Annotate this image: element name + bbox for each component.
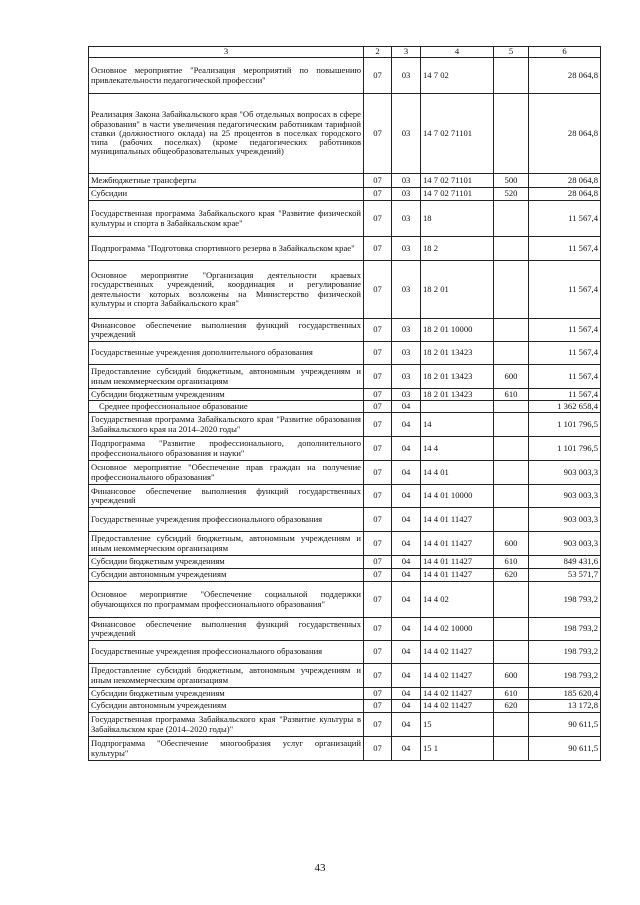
row-amount: 11 567,4 bbox=[529, 365, 601, 389]
row-name: Подпрограмма "Подготовка спортивного резерва в Забайкальском крае" bbox=[89, 237, 364, 261]
row-csr: 18 2 01 13423 bbox=[421, 365, 494, 389]
row-name: Субсидии автономным учреждениям bbox=[89, 700, 364, 713]
row-vr bbox=[494, 413, 529, 437]
row-rz: 07 bbox=[364, 94, 392, 174]
row-pr: 04 bbox=[392, 401, 421, 413]
table-row bbox=[89, 437, 601, 461]
row-amount: 28 064,8 bbox=[529, 94, 601, 174]
row-rz: 07 bbox=[364, 618, 392, 641]
header-col-vr: 5 bbox=[494, 47, 529, 58]
row-name: Предоставление субсидий бюджетным, автономным учреждениям и иным некоммерческим организациям bbox=[89, 664, 364, 688]
row-rz: 07 bbox=[364, 389, 392, 401]
row-name: Государственные учреждения профессионального образования bbox=[89, 508, 364, 532]
row-pr: 04 bbox=[392, 485, 421, 508]
table-row bbox=[89, 582, 601, 618]
row-vr bbox=[494, 201, 529, 237]
row-name: Предоставление субсидий бюджетным, автономным учреждениям и иным некоммерческим организациям bbox=[89, 365, 364, 389]
table-row bbox=[89, 713, 601, 737]
row-vr bbox=[494, 342, 529, 365]
row-amount: 28 064,8 bbox=[529, 174, 601, 188]
row-csr: 18 2 bbox=[421, 237, 494, 261]
row-name: Субсидии бюджетным учреждениям bbox=[89, 556, 364, 569]
row-vr bbox=[494, 261, 529, 319]
table-row bbox=[89, 342, 601, 365]
table-row bbox=[89, 569, 601, 582]
row-name: Государственные учреждения дополнительного образования bbox=[89, 342, 364, 365]
row-csr: 14 4 02 11427 bbox=[421, 641, 494, 664]
row-amount: 11 567,4 bbox=[529, 319, 601, 342]
row-rz: 07 bbox=[364, 532, 392, 556]
row-rz: 07 bbox=[364, 201, 392, 237]
row-csr: 14 bbox=[421, 413, 494, 437]
table-row bbox=[89, 413, 601, 437]
row-name: Реализация Закона Забайкальского края "Об отдельных вопросах в сфере образования" в части увеличения педагогическим работникам тарифной ставки (должностного оклада) на 25 процентов в поселках городского типа (рабочих поселках) (кроме педагогических работников муниципальных общеобразовательных учреждений) bbox=[89, 94, 364, 174]
row-name: Субсидии автономным учреждениям bbox=[89, 569, 364, 582]
row-amount: 198 793,2 bbox=[529, 618, 601, 641]
row-rz: 07 bbox=[364, 641, 392, 664]
row-name: Основное мероприятие "Обеспечение прав граждан на получение профессионального образования" bbox=[89, 461, 364, 485]
row-vr: 610 bbox=[494, 556, 529, 569]
row-pr: 03 bbox=[392, 389, 421, 401]
row-vr bbox=[494, 582, 529, 618]
row-rz: 07 bbox=[364, 461, 392, 485]
table-row bbox=[89, 641, 601, 664]
row-amount: 903 003,3 bbox=[529, 532, 601, 556]
row-name: Государственная программа Забайкальского края "Развитие культуры в Забайкальском крае (2014–2020 годы)" bbox=[89, 713, 364, 737]
table-row bbox=[89, 261, 601, 319]
row-name: Субсидии бюджетным учреждениям bbox=[89, 688, 364, 700]
row-pr: 03 bbox=[392, 174, 421, 188]
row-vr bbox=[494, 58, 529, 94]
row-pr: 03 bbox=[392, 319, 421, 342]
row-csr: 14 4 01 11427 bbox=[421, 508, 494, 532]
row-rz: 07 bbox=[364, 688, 392, 700]
table-row bbox=[89, 365, 601, 389]
row-amount: 903 003,3 bbox=[529, 461, 601, 485]
row-pr: 03 bbox=[392, 201, 421, 237]
row-name: Подпрограмма "Развитие профессионального, дополнительного профессионального образования и науки" bbox=[89, 437, 364, 461]
row-vr: 600 bbox=[494, 532, 529, 556]
row-csr: 14 4 01 11427 bbox=[421, 532, 494, 556]
row-amount: 11 567,4 bbox=[529, 389, 601, 401]
row-vr: 500 bbox=[494, 174, 529, 188]
table-row bbox=[89, 688, 601, 700]
row-csr: 14 4 02 11427 bbox=[421, 688, 494, 700]
row-name: Предоставление субсидий бюджетным, автономным учреждениям и иным некоммерческим организациям bbox=[89, 532, 364, 556]
row-pr: 03 bbox=[392, 188, 421, 201]
row-amount: 53 571,7 bbox=[529, 569, 601, 582]
row-csr: 14 4 bbox=[421, 437, 494, 461]
row-csr: 18 2 01 10000 bbox=[421, 319, 494, 342]
row-vr: 620 bbox=[494, 700, 529, 713]
table-row bbox=[89, 532, 601, 556]
row-name: Среднее профессиональное образование bbox=[89, 401, 364, 413]
row-name: Государственные учреждения профессионального образования bbox=[89, 641, 364, 664]
row-vr: 600 bbox=[494, 365, 529, 389]
row-name: Государственная программа Забайкальского края "Развитие образования Забайкальского края на 2014–2020 годы" bbox=[89, 413, 364, 437]
table-row bbox=[89, 201, 601, 237]
row-rz: 07 bbox=[364, 365, 392, 389]
row-rz: 07 bbox=[364, 188, 392, 201]
table-row bbox=[89, 188, 601, 201]
row-csr: 18 2 01 13423 bbox=[421, 389, 494, 401]
row-vr bbox=[494, 713, 529, 737]
row-pr: 04 bbox=[392, 582, 421, 618]
row-pr: 04 bbox=[392, 413, 421, 437]
row-rz: 07 bbox=[364, 485, 392, 508]
row-pr: 04 bbox=[392, 713, 421, 737]
table-row bbox=[89, 618, 601, 641]
row-pr: 04 bbox=[392, 700, 421, 713]
table-row bbox=[89, 461, 601, 485]
table-row bbox=[89, 556, 601, 569]
row-name: Подпрограмма "Обеспечение многообразия услуг организаций культуры" bbox=[89, 737, 364, 761]
row-pr: 03 bbox=[392, 94, 421, 174]
table-row bbox=[89, 485, 601, 508]
row-amount: 1 362 658,4 bbox=[529, 401, 601, 413]
header-col-csr: 4 bbox=[421, 47, 494, 58]
header-col-name: 3 bbox=[89, 47, 364, 58]
row-amount: 903 003,3 bbox=[529, 485, 601, 508]
row-vr: 620 bbox=[494, 569, 529, 582]
row-name: Финансовое обеспечение выполнения функций государственных учреждений bbox=[89, 618, 364, 641]
row-amount: 849 431,6 bbox=[529, 556, 601, 569]
row-csr: 15 bbox=[421, 713, 494, 737]
row-name: Финансовое обеспечение выполнения функций государственных учреждений bbox=[89, 485, 364, 508]
table-row bbox=[89, 508, 601, 532]
table-row bbox=[89, 664, 601, 688]
table-row bbox=[89, 237, 601, 261]
row-vr: 610 bbox=[494, 389, 529, 401]
row-pr: 04 bbox=[392, 461, 421, 485]
row-rz: 07 bbox=[364, 319, 392, 342]
table-header-row bbox=[89, 47, 601, 58]
row-csr: 14 7 02 71101 bbox=[421, 174, 494, 188]
row-amount: 28 064,8 bbox=[529, 58, 601, 94]
table-row bbox=[89, 401, 601, 413]
row-vr bbox=[494, 641, 529, 664]
row-pr: 04 bbox=[392, 556, 421, 569]
row-name: Государственная программа Забайкальского края "Развитие физической культуры и спорта в Забайкальском крае" bbox=[89, 201, 364, 237]
table-row bbox=[89, 737, 601, 761]
row-name: Основное мероприятие "Обеспечение социальной поддержки обучающихся по программам профессионального образования" bbox=[89, 582, 364, 618]
table-row bbox=[89, 94, 601, 174]
row-pr: 04 bbox=[392, 437, 421, 461]
row-vr bbox=[494, 618, 529, 641]
row-amount: 903 003,3 bbox=[529, 508, 601, 532]
row-pr: 04 bbox=[392, 737, 421, 761]
header-col-pr: 3 bbox=[392, 47, 421, 58]
row-rz: 07 bbox=[364, 342, 392, 365]
row-rz: 07 bbox=[364, 401, 392, 413]
row-rz: 07 bbox=[364, 261, 392, 319]
row-amount: 11 567,4 bbox=[529, 342, 601, 365]
row-vr bbox=[494, 508, 529, 532]
row-csr: 14 4 01 11427 bbox=[421, 556, 494, 569]
row-rz: 07 bbox=[364, 237, 392, 261]
row-vr: 600 bbox=[494, 664, 529, 688]
row-vr bbox=[494, 401, 529, 413]
row-rz: 07 bbox=[364, 713, 392, 737]
row-csr: 18 2 01 bbox=[421, 261, 494, 319]
row-rz: 07 bbox=[364, 556, 392, 569]
row-amount: 198 793,2 bbox=[529, 641, 601, 664]
row-csr: 14 4 01 11427 bbox=[421, 569, 494, 582]
row-vr bbox=[494, 94, 529, 174]
row-amount: 185 620,4 bbox=[529, 688, 601, 700]
row-pr: 03 bbox=[392, 58, 421, 94]
row-csr: 18 bbox=[421, 201, 494, 237]
row-vr bbox=[494, 437, 529, 461]
row-amount: 198 793,2 bbox=[529, 664, 601, 688]
row-name: Субсидии bbox=[89, 188, 364, 201]
row-pr: 04 bbox=[392, 569, 421, 582]
row-pr: 03 bbox=[392, 237, 421, 261]
row-csr: 15 1 bbox=[421, 737, 494, 761]
row-csr: 14 4 02 11427 bbox=[421, 664, 494, 688]
row-csr bbox=[421, 401, 494, 413]
row-csr: 14 4 01 bbox=[421, 461, 494, 485]
row-pr: 04 bbox=[392, 641, 421, 664]
row-amount: 90 611,5 bbox=[529, 713, 601, 737]
row-pr: 03 bbox=[392, 342, 421, 365]
budget-table bbox=[88, 46, 601, 761]
row-vr bbox=[494, 737, 529, 761]
row-csr: 18 2 01 13423 bbox=[421, 342, 494, 365]
row-vr bbox=[494, 319, 529, 342]
row-vr bbox=[494, 237, 529, 261]
row-name: Основное мероприятие "Реализация мероприятий по повышению привлекательности педагогической профессии" bbox=[89, 58, 364, 94]
row-rz: 07 bbox=[364, 58, 392, 94]
page-number: 43 bbox=[314, 862, 326, 874]
header-col-rz: 2 bbox=[364, 47, 392, 58]
row-amount: 11 567,4 bbox=[529, 237, 601, 261]
row-rz: 07 bbox=[364, 437, 392, 461]
row-amount: 28 064,8 bbox=[529, 188, 601, 201]
row-vr: 610 bbox=[494, 688, 529, 700]
row-vr: 520 bbox=[494, 188, 529, 201]
table-row bbox=[89, 58, 601, 94]
row-csr: 14 4 02 11427 bbox=[421, 700, 494, 713]
row-amount: 1 101 796,5 bbox=[529, 437, 601, 461]
row-csr: 14 7 02 bbox=[421, 58, 494, 94]
row-name: Субсидии бюджетным учреждениям bbox=[89, 389, 364, 401]
row-vr bbox=[494, 461, 529, 485]
header-col-amount: 6 bbox=[529, 47, 601, 58]
row-pr: 04 bbox=[392, 664, 421, 688]
row-pr: 03 bbox=[392, 261, 421, 319]
row-amount: 11 567,4 bbox=[529, 261, 601, 319]
row-pr: 03 bbox=[392, 365, 421, 389]
row-rz: 07 bbox=[364, 174, 392, 188]
row-rz: 07 bbox=[364, 700, 392, 713]
row-amount: 198 793,2 bbox=[529, 582, 601, 618]
row-csr: 14 7 02 71101 bbox=[421, 188, 494, 201]
table-row bbox=[89, 174, 601, 188]
row-rz: 07 bbox=[364, 508, 392, 532]
row-rz: 07 bbox=[364, 569, 392, 582]
table-body bbox=[89, 58, 601, 761]
table-row bbox=[89, 700, 601, 713]
row-amount: 90 611,5 bbox=[529, 737, 601, 761]
row-pr: 04 bbox=[392, 532, 421, 556]
table-row bbox=[89, 319, 601, 342]
row-csr: 14 4 01 10000 bbox=[421, 485, 494, 508]
row-name: Основное мероприятие "Организация деятельности краевых государственных учреждений, координация и регулирование деятельности которых возложены на Министерство физической культуры и спорта Забайкальского края" bbox=[89, 261, 364, 319]
row-name: Межбюджетные трансферты bbox=[89, 174, 364, 188]
row-vr bbox=[494, 485, 529, 508]
row-rz: 07 bbox=[364, 582, 392, 618]
row-rz: 07 bbox=[364, 737, 392, 761]
row-amount: 11 567,4 bbox=[529, 201, 601, 237]
row-pr: 04 bbox=[392, 688, 421, 700]
row-amount: 1 101 796,5 bbox=[529, 413, 601, 437]
row-pr: 04 bbox=[392, 618, 421, 641]
table-row bbox=[89, 389, 601, 401]
row-csr: 14 7 02 71101 bbox=[421, 94, 494, 174]
row-name: Финансовое обеспечение выполнения функций государственных учреждений bbox=[89, 319, 364, 342]
row-rz: 07 bbox=[364, 664, 392, 688]
row-pr: 04 bbox=[392, 508, 421, 532]
row-csr: 14 4 02 10000 bbox=[421, 618, 494, 641]
row-rz: 07 bbox=[364, 413, 392, 437]
row-csr: 14 4 02 bbox=[421, 582, 494, 618]
row-amount: 13 172,8 bbox=[529, 700, 601, 713]
